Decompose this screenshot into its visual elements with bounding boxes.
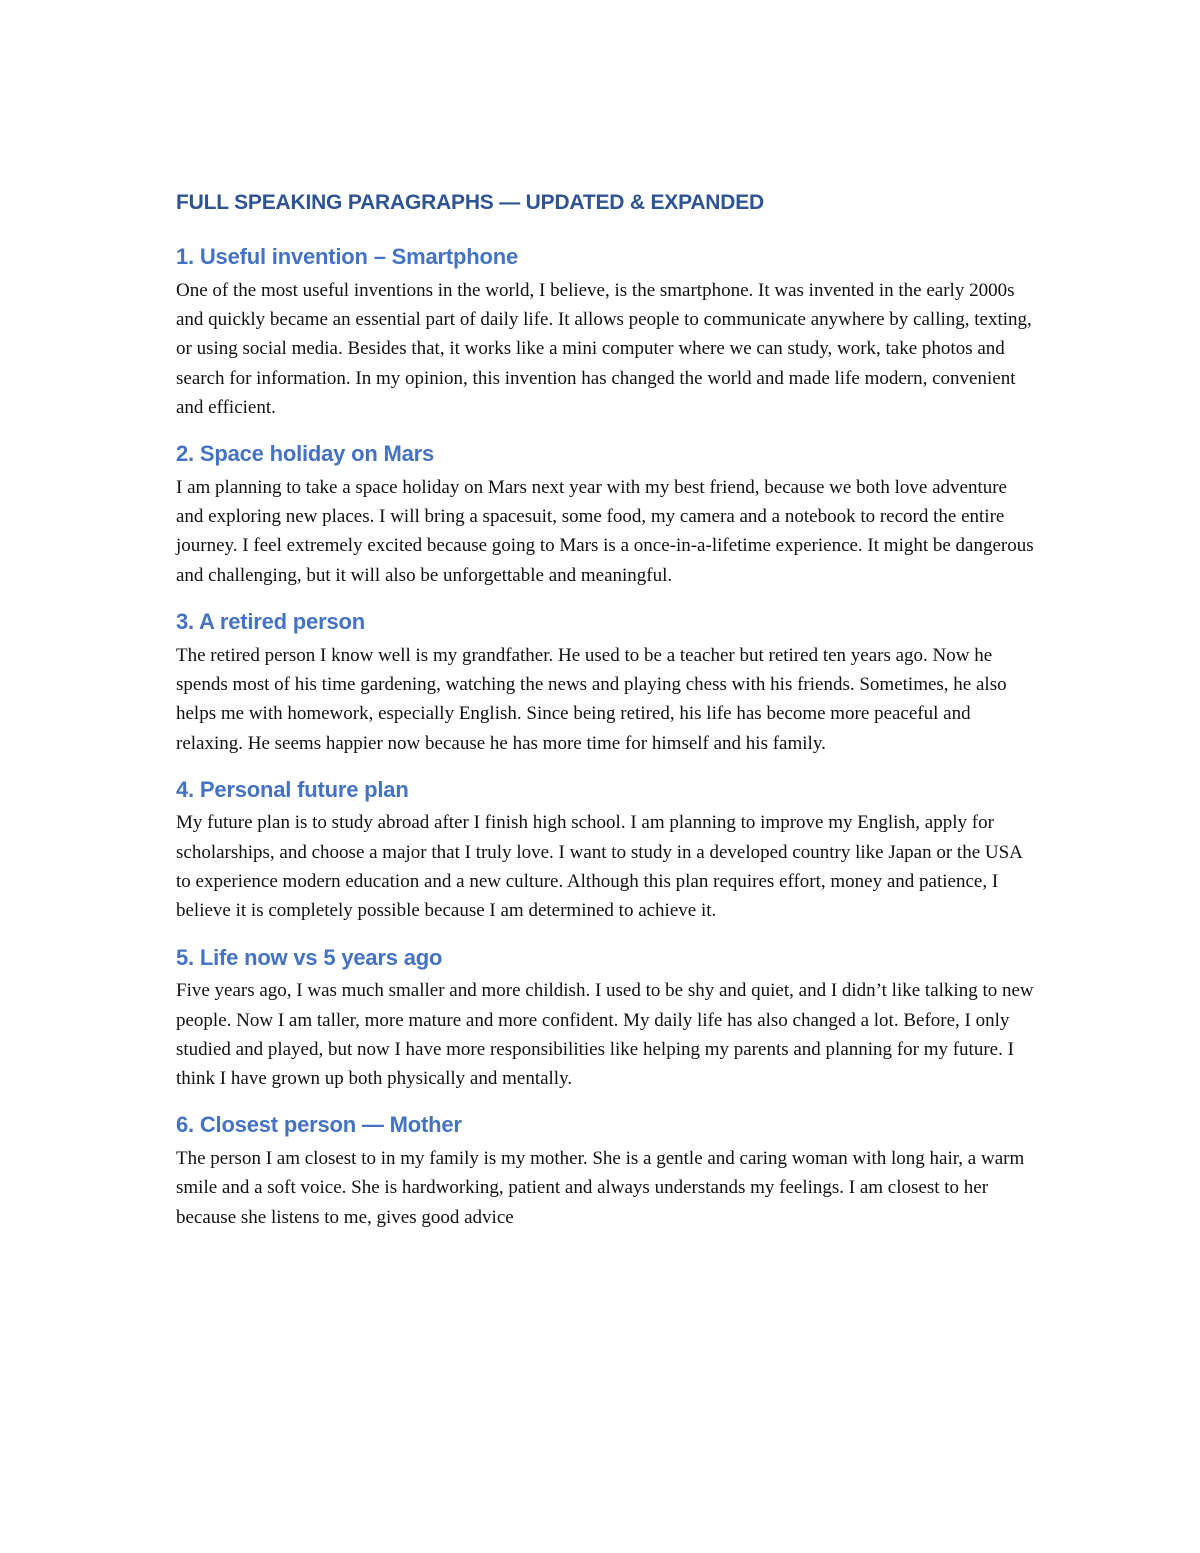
section-paragraph: The retired person I know well is my grandfather. He used to be a teacher but retired ten years ago. Now he spends most of his time gardening, watching the news and playing chess with his friends. Sometimes, he also helps me with homework, especially English. Since being retired, his life has become more peaceful and relaxing. He seems happier now because he has more time for himself and his family. [176,644,1007,754]
section-heading: 1. Useful invention – Smartphone [176,244,518,270]
section-retired-person [176,608,1036,758]
section-life-comparison [176,944,1036,1094]
section-heading: 6. Closest person — Mother [176,1112,462,1138]
section-paragraph: I am planning to take a space holiday on Mars next year with my best friend, because we both love adventure and exploring new places. I will bring a spacesuit, some food, my camera and a notebook to record the entire journey. I feel extremely excited because going to Mars is a once-in-a-lifetime experience. It might be dangerous and challenging, but it will also be unforgettable and meaningful. [176,476,1034,586]
section-heading: 3. A retired person [176,609,365,635]
section-space-holiday [176,440,1036,590]
section-closest-person [176,1111,1036,1231]
document-page [176,190,1036,1250]
section-paragraph: My future plan is to study abroad after I finish high school. I am planning to improve my English, apply for scholarships, and choose a major that I truly love. I want to study in a developed country like Japan or the USA to experience modern education and a new culture. Although this plan requires effort, money and patience, I believe it is completely possible because I am determined to achieve it. [176,812,1022,922]
section-heading: 5. Life now vs 5 years ago [176,944,443,970]
section-paragraph: One of the most useful inventions in the world, I believe, is the smartphone. It was invented in the early 2000s and quickly became an essential part of daily life. It allows people to communicate anywhere by calling, texting, or using social media. Besides that, it works like a mini computer where we can study, work, take photos and search for information. In my opinion, this invention has changed the world and made life modern, convenient and efficient. [176,279,1032,418]
section-smartphone [176,243,1036,422]
section-future-plan [176,776,1036,926]
section-paragraph: Five years ago, I was much smaller and more childish. I used to be shy and quiet, and I didn’t like talking to new people. Now I am taller, more mature and more confident. My daily life has also changed a lot. Before, I only studied and played, but now I have more responsibilities like helping my parents and planning for my future. I think I have grown up both physically and mentally. [176,980,1034,1090]
section-heading: 4. Personal future plan [176,776,409,802]
section-heading: 2. Space holiday on Mars [176,441,435,467]
section-paragraph: The person I am closest to in my family is my mother. She is a gentle and caring woman with long hair, a warm smile and a soft voice. She is hardworking, patient and always understands my feelings. I am closest to her because she listens to me, gives good advice [176,1147,1025,1228]
document-title: FULL SPEAKING PARAGRAPHS — UPDATED & EXPANDED [176,191,764,214]
